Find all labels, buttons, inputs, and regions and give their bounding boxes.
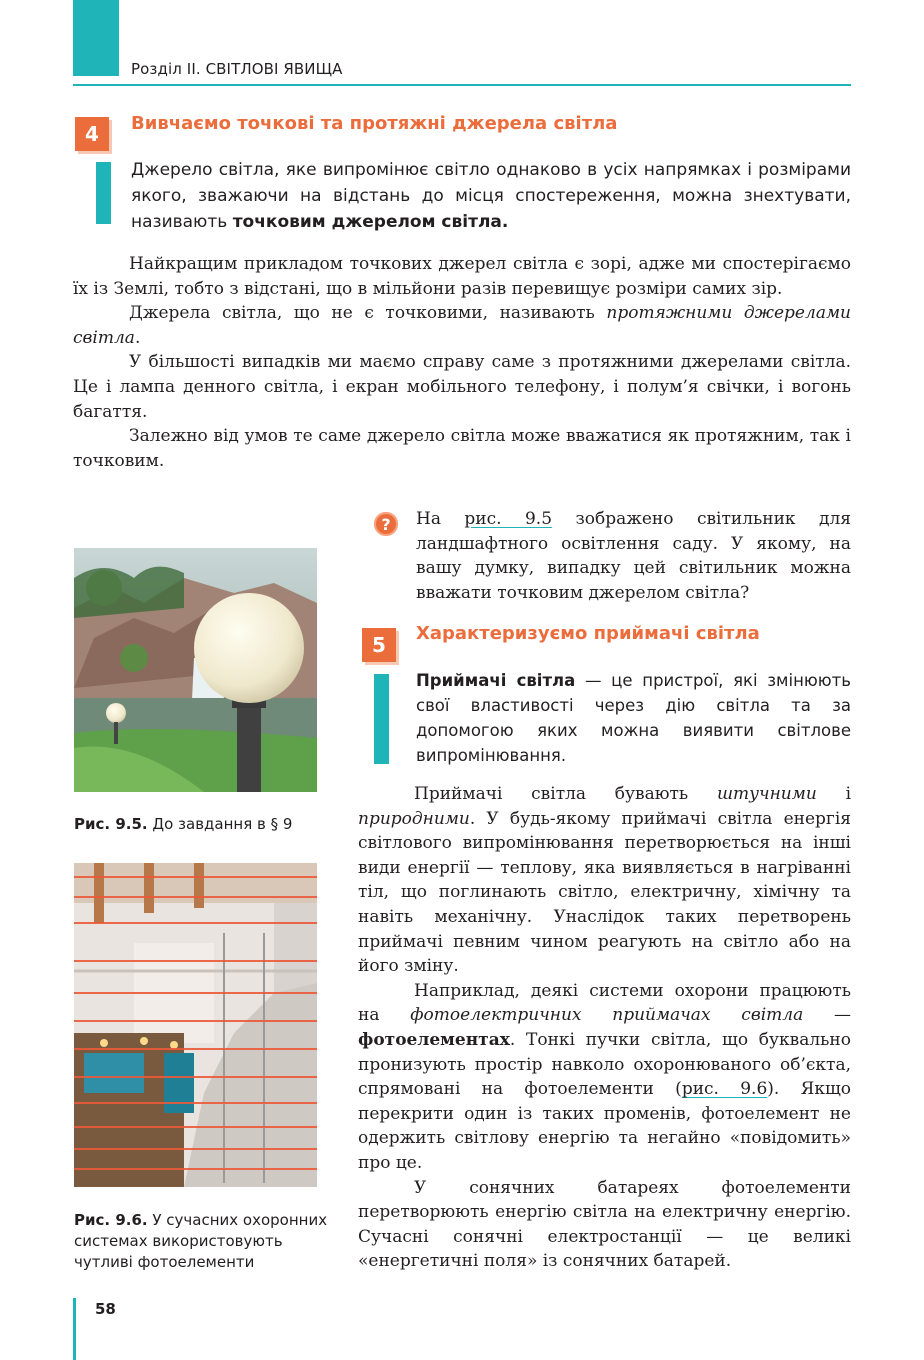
figure-link[interactable]: рис. 9.5: [464, 509, 553, 529]
garden-lamp-illustration: [74, 548, 317, 792]
figure-9-6-caption: [74, 1210, 334, 1273]
main-text: [73, 252, 851, 473]
text: і: [816, 784, 852, 804]
text: . Тонкі пучки світла, що буквально пронизують простір навколо охоронюваного об’єкта, спрямовані на фотоелементи (: [358, 1029, 851, 1100]
italic-term: штучними: [716, 784, 817, 804]
definition-block: [416, 668, 851, 768]
section5-text: [358, 782, 851, 1274]
question-icon: ?: [374, 512, 398, 536]
figure-9-6-image: [74, 863, 317, 1187]
header-accent-block: [73, 0, 119, 76]
definition-term: Приймачі світла: [416, 671, 576, 690]
text: . У будь-якому приймачі світла енергія світлового випромінювання перетворюється на інші види енергії — теплову, яка виявляється в нагріванні тіл, що поглинають світло, електричну, хімічну та навіть механічну. Унаслідок таких перетворень приймачі певним чином реагують на світло або на його зміну.: [358, 808, 851, 977]
paragraph: [73, 301, 851, 350]
figure-label: Рис. 9.5.: [74, 815, 148, 833]
italic-term: фотоелектричних приймачах світла: [410, 1005, 804, 1026]
question-text-end: зображено світильник для ландшафтного освітлення саду. У якому, на вашу думку, випадку цей світильник можна вважати точковим джерелом світла?: [416, 509, 851, 603]
question-text: [416, 507, 851, 605]
bold-term: фотоелементах: [358, 1029, 510, 1050]
italic-term: природними: [358, 808, 470, 829]
paragraph-end: .: [134, 327, 141, 348]
section-number-badge: 5: [362, 628, 396, 662]
section-title: Вивчаємо точкові та протяжні джерела світла: [131, 113, 618, 134]
definition-term: точковим джерелом світла.: [232, 212, 509, 232]
definition-bar: [374, 674, 389, 764]
figure-label: Рис. 9.6.: [74, 1211, 148, 1229]
text: Наприклад, деякі системи охорони працюють на: [358, 980, 851, 1026]
paragraph: У більшості випадків ми маємо справу саме з протяжними джерелами світла. Це і лампа денного світла, і екран мобільного телефону, і полум’я свічки, і вогонь багаття.: [73, 352, 851, 422]
chapter-title: Розділ ІІ. СВІТЛОВІ ЯВИЩА: [131, 60, 343, 78]
paragraph: Найкращим прикладом точкових джерел світла є зорі, адже ми спостерігаємо їх із Землі, тобто з відстані, що в мільйони разів перевищує розміри самих зір.: [73, 254, 851, 299]
question-block: [416, 507, 851, 605]
definition-bar: [96, 162, 111, 224]
figure-caption-text: До завдання в § 9: [147, 815, 293, 833]
page-number: 58: [95, 1300, 116, 1318]
question-text-start: На: [416, 509, 465, 529]
section-number-badge: 4: [75, 117, 109, 151]
text: —: [803, 1005, 852, 1026]
header-rule: [73, 84, 851, 86]
definition-text: Джерело світла, яке випромінює світло однаково в усіх напрямках і розмірами якого, зважаючи на відстань до місця спостереження, можна знехтувати, називають: [131, 160, 851, 232]
paragraph: У сонячних батареях фотоелементи перетворюють енергію світла на електричну енергію. Сучасні сонячні електростанції — це великі «енергетичні поля» із сонячних батарей.: [358, 1177, 851, 1272]
staircase-illustration: [74, 863, 317, 1187]
figure-9-5-image: [74, 548, 317, 792]
paragraph-text: Джерела світла, що не є точковими, називають: [129, 303, 607, 324]
definition-text: — це пристрої, які змінюють свої властивості через дію світла та за допомогою яких можна виявити світлове випромінювання.: [416, 671, 851, 765]
figure-caption-text: У сучасних охоронних системах використовують чутливі фотоелементи: [74, 1211, 328, 1271]
paragraph: [358, 782, 851, 979]
figure-9-5-caption: [74, 814, 334, 835]
text: Приймачі світла бувають: [414, 784, 717, 804]
paragraph: Залежно від умов те саме джерело світла може вважатися як протяжним, так і точковим.: [73, 426, 851, 471]
page-number-bar: [73, 1298, 76, 1360]
section-title: Характеризуємо приймачі світла: [416, 623, 760, 644]
definition-block: [131, 157, 851, 235]
text: ). Якщо перекрити один із таких променів, фотоелемент не одержить світлову енергію та негайно «повідомить» про це.: [358, 1079, 851, 1173]
paragraph: [358, 979, 851, 1176]
italic-term: протяжними джерелами світла: [73, 303, 851, 348]
figure-link[interactable]: рис. 9.6: [681, 1079, 768, 1100]
